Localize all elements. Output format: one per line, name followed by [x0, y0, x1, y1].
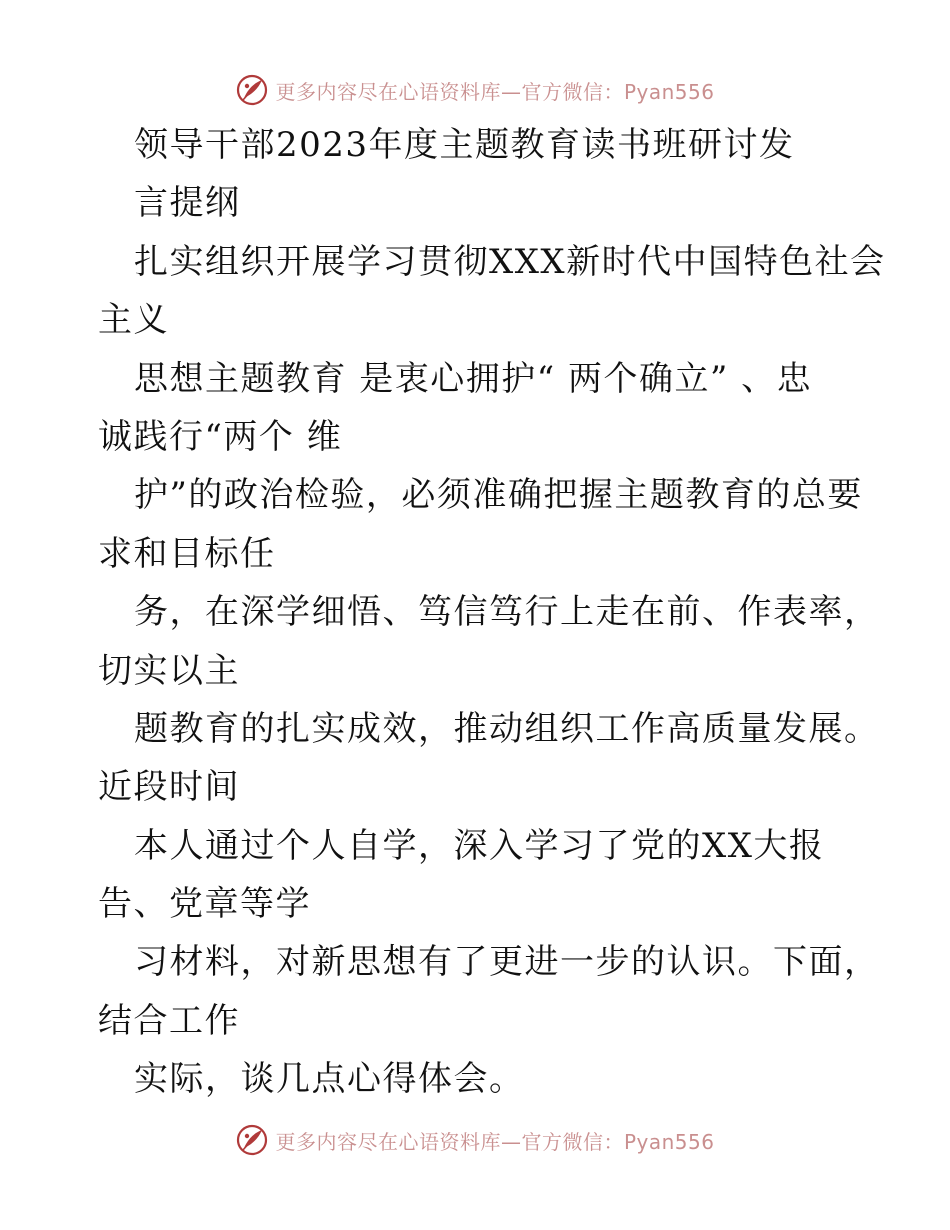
doc-line: 结合工作 [98, 1000, 240, 1041]
header-watermark [0, 72, 950, 108]
doc-line: 思想主题教育 是衷心拥护“ 两个确立” 、忠 [134, 358, 813, 399]
doc-line: 诚践行“两个 维 [98, 416, 343, 457]
doc-line: 切实以主 [98, 650, 240, 691]
doc-line: 告、党章等学 [98, 884, 311, 925]
doc-line: 扎实组织开展学习贯彻XXX新时代中国特色社会 [134, 241, 886, 282]
doc-line: 求和目标任 [98, 533, 276, 574]
doc-line: 务，在深学细悟、笃信笃行上走在前、作表率， [134, 592, 880, 633]
doc-line: 主义 [98, 300, 169, 341]
doc-line: 护”的政治检验，必须准确把握主题教育的总要 [134, 475, 863, 516]
doc-line: 近段时间 [98, 767, 240, 808]
doc-line: 言提纲 [134, 183, 241, 224]
doc-line: 领导干部2023年度主题教育读书班研讨发 [134, 125, 795, 165]
watermark-text: 更多内容尽在心语资料库—官方微信：Pyan556 [275, 1129, 715, 1154]
doc-line: 本人通过个人自学，深入学习了党的XX大报 [134, 825, 825, 866]
footer-watermark [0, 1122, 950, 1158]
watermark-text: 更多内容尽在心语资料库—官方微信：Pyan556 [275, 79, 715, 104]
doc-line: 题教育的扎实成效，推动组织工作高质量发展。 [134, 708, 880, 749]
feather-logo-icon [235, 73, 269, 107]
document-body [0, 116, 950, 1109]
doc-line: 实际，谈几点心得体会。 [134, 1059, 525, 1100]
doc-line: 习材料，对新思想有了更进一步的认识。下面， [134, 942, 880, 983]
feather-logo-icon [235, 1123, 269, 1157]
